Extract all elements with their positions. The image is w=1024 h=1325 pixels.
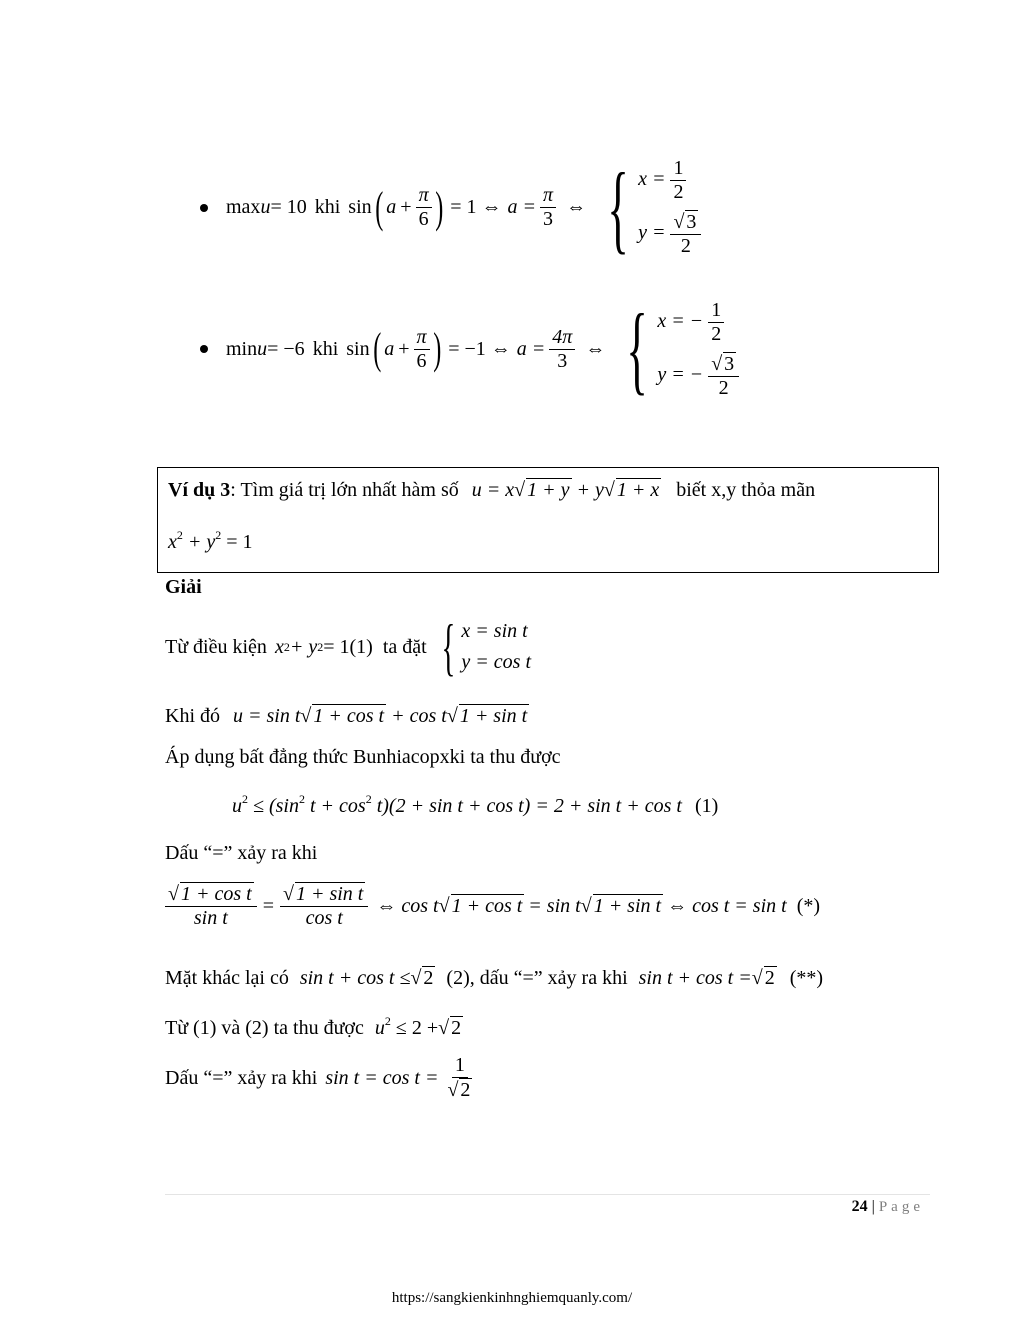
bullet-dot (200, 345, 208, 353)
x-den: 2 (673, 181, 684, 203)
l1-sq-x: 2 (283, 639, 290, 654)
example-label: Ví dụ 3 (168, 479, 231, 501)
rhs: = −1 ⇔ (448, 337, 511, 360)
l4-u: u (232, 795, 242, 817)
l1-text2: ta đặt (382, 635, 427, 658)
system-brace: { (626, 293, 649, 404)
l6-frac2: $\frac{\text{√ 1 + sin t}}{\text{cos t}}$ (280, 882, 368, 930)
l1-system (461, 620, 531, 674)
khi-word: khi (314, 196, 341, 218)
system (638, 157, 701, 258)
footer-rule (165, 1194, 930, 1195)
solution-line-1 (165, 612, 531, 682)
l9-text: Dấu “=” xảy ra khi (165, 1066, 318, 1089)
l4-sq: 2 (242, 792, 248, 806)
var-u: u (260, 196, 271, 218)
l9-a: sin t = cos t = (325, 1066, 439, 1089)
example-text2: biết x,y thỏa mãn (676, 479, 816, 501)
solution-line-8: Từ (1) và (2) ta thu được $u^2 \le 2$ +√ 2 (165, 1014, 462, 1039)
l9-frac: $\frac{1}{√ 2}$ (447, 1054, 471, 1101)
func-rad1: 1 + y (527, 479, 570, 501)
l7-tag: (**) (789, 967, 824, 989)
equiv-sign: ⇔ (566, 196, 587, 218)
l2-b: + cos t (391, 705, 447, 727)
solution-heading (165, 576, 202, 599)
l6-f2-den: cos t (305, 907, 343, 929)
func-rad2: 1 + x (616, 479, 660, 501)
max-label: max (226, 196, 261, 218)
l1-sys2: y = cos t (461, 651, 531, 673)
paren-close: ) (434, 182, 443, 232)
frac-den: 6 (416, 349, 427, 372)
l8-sq: 2 (384, 1014, 391, 1028)
result-num: 4π (549, 326, 575, 350)
paren-open: ( (372, 324, 381, 373)
solution-line-5 (165, 842, 317, 865)
result-num: π (540, 184, 556, 208)
l7-b: sin t + cos t = (638, 967, 752, 989)
l4-sq2: 2 (298, 792, 305, 806)
sq-y: 2 (215, 528, 222, 542)
l9-num: 1 (452, 1054, 468, 1078)
frac-num: π (414, 326, 430, 350)
l5-text: Dấu “=” xảy ra khi (165, 842, 318, 864)
y-label: y = − (657, 363, 704, 386)
func-mid: + y (576, 479, 604, 501)
l2-rad2: 1 + sin t (459, 705, 528, 727)
paren-close: ) (432, 324, 441, 373)
footer-url-text[interactable]: https://sangkienkinhnghiemquanly.com/ (391, 1290, 633, 1306)
l6-f1-den: sin t (193, 907, 228, 929)
cond-x: x (168, 531, 177, 553)
min-value: = −6 (267, 337, 305, 360)
l7-rad: 2 (423, 967, 434, 989)
cond-plus: + y (187, 531, 216, 553)
x-frac (708, 299, 724, 346)
footer-url[interactable] (0, 1290, 1024, 1307)
x-num: 1 (708, 299, 724, 323)
var-u: u (257, 337, 268, 360)
plus-sign: + (400, 196, 412, 218)
min-label: min (226, 337, 258, 360)
equiv-sign: ⇔ (585, 337, 606, 360)
solution-line-2: Khi đó u = sin t√ 1 + cos t + cos t√ 1 + sin t (165, 705, 528, 727)
y-frac: $\frac{√ 3}{2}$ (708, 352, 739, 400)
l7-text2: (2), dấu “=” xảy ra khi (446, 967, 628, 989)
y-frac: $\frac{√ 3}{2}$ (670, 210, 701, 258)
page-num: 24 (851, 1198, 868, 1215)
frac-den: 6 (418, 208, 429, 230)
l7-a: sin t + cos t ≤ (299, 967, 411, 989)
frac-num: π (416, 184, 432, 208)
sq-x: 2 (176, 528, 183, 542)
l8-a: ≤ 2 + (395, 1017, 439, 1039)
l6-f1-rad: 1 + cos t (180, 883, 252, 905)
example-box (157, 467, 939, 573)
l6-rad3: 1 + cos t (451, 895, 523, 917)
example-line-1: Ví dụ 3: Tìm giá trị lớn nhất hàm số u = x√ 1 + y + y√ 1 + x biết x,y thỏa mãn (168, 479, 816, 501)
l1-rhs: = 1(1) (323, 635, 373, 658)
l9-rad: 2 (460, 1079, 471, 1101)
result-den: 3 (543, 208, 554, 230)
l4-b: t + cos (309, 795, 366, 817)
l6-tag: (*) (796, 894, 821, 917)
l1-plus: + y (289, 635, 318, 658)
system-brace: { (441, 611, 455, 682)
l6-f2-rad: 1 + sin t (295, 883, 364, 905)
l2-text: Khi đó (165, 705, 220, 727)
l4-sq3: 2 (365, 792, 372, 806)
l6-b: = sin t (528, 894, 581, 917)
l6-c: ⇔ cos t = sin t (667, 894, 787, 917)
y-rad: 3 (686, 211, 697, 233)
bullet-max (200, 145, 701, 270)
arg-a: a (386, 196, 397, 218)
y-den: 2 (718, 376, 729, 399)
page-sep: | (867, 1198, 879, 1215)
l4-c: t)(2 + sin t + cos t) = 2 + sin t + cos t (376, 795, 682, 817)
solution-line-6: $\frac{\text{√ 1 + cos t}}{\text{sin t}}$ = $\frac{\text{√ 1 + sin t}}{\text{cos t}}$ ⇔ cos t √ 1 + cos t = sin t √ 1 + sin t ⇔ cos t = sin t (*) (165, 882, 820, 930)
example-text: : Tìm giá trị lớn nhất hàm số (230, 479, 459, 501)
result-frac (540, 184, 556, 231)
l3-text: Áp dụng bất đẳng thức Bunhiacopxki ta thu được (165, 746, 561, 768)
x-num: 1 (670, 157, 686, 181)
system (657, 299, 739, 400)
bullet-min (200, 285, 739, 413)
l1-x: x (274, 635, 284, 658)
a-equals: a = (507, 196, 537, 218)
a-equals: a = (516, 337, 546, 360)
l8-rad: 2 (451, 1017, 462, 1039)
system-brace: { (607, 151, 629, 263)
rhs: = 1 ⇔ (450, 196, 502, 218)
y-label: y = (638, 221, 666, 244)
solution-line-7: Mặt khác lại có sin t + cos t ≤√ 2 (2), dấu “=” xảy ra khi sin t + cos t =√ 2 (**) (165, 967, 824, 989)
l8-text: Từ (1) và (2) ta thu được (165, 1017, 364, 1039)
system-x (657, 299, 739, 346)
solution-line-4 (232, 792, 718, 818)
solution-line-9 (165, 1054, 475, 1102)
x-frac (670, 157, 686, 204)
result-den: 3 (557, 349, 568, 372)
l7-rad2: 2 (764, 967, 775, 989)
l6-frac1: $\frac{\text{√ 1 + cos t}}{\text{sin t}}$ (165, 882, 257, 930)
pi-over-6 (414, 326, 430, 373)
system-y (657, 352, 739, 400)
l6-rad4: 1 + sin t (593, 895, 662, 917)
solution-heading-text: Giải (165, 576, 202, 598)
arg-a: a (384, 337, 395, 360)
page-word: Page (878, 1199, 924, 1215)
y-den: 2 (680, 235, 691, 257)
l4-a: ≤ (sin (253, 795, 299, 817)
cond-rhs: = 1 (226, 531, 253, 553)
l8-u: u (374, 1017, 385, 1039)
l6-a: ⇔ cos t (376, 894, 439, 917)
khi-word: khi (312, 337, 339, 360)
sin-label: sin (348, 196, 372, 218)
example-line-2 (168, 528, 253, 554)
l7-text: Mặt khác lại có (165, 967, 289, 989)
l2-rad1: 1 + cos t (313, 705, 385, 727)
l6-eq: = (262, 894, 274, 917)
max-value: = 10 (270, 196, 307, 218)
result-frac (549, 326, 575, 373)
bullet-dot (200, 204, 208, 212)
x-den: 2 (711, 322, 722, 345)
x-label: x = (638, 168, 666, 191)
page-number (852, 1198, 924, 1216)
l2-a: u = sin t (233, 705, 301, 727)
solution-line-3 (165, 746, 561, 769)
system-x (638, 157, 701, 204)
func-lhs: u = x (471, 479, 515, 501)
y-rad: 3 (724, 352, 735, 375)
plus-sign: + (398, 337, 410, 360)
l4-tag: (1) (694, 795, 719, 817)
l1-sys1: x = sin t (461, 620, 528, 642)
x-label: x = − (657, 309, 704, 332)
sin-label: sin (346, 337, 370, 360)
paren-open: ( (374, 182, 383, 232)
l1-sq-y: 2 (317, 639, 324, 654)
l1-text: Từ điều kiện (165, 635, 267, 658)
pi-over-6 (416, 184, 432, 231)
system-y (638, 210, 701, 258)
